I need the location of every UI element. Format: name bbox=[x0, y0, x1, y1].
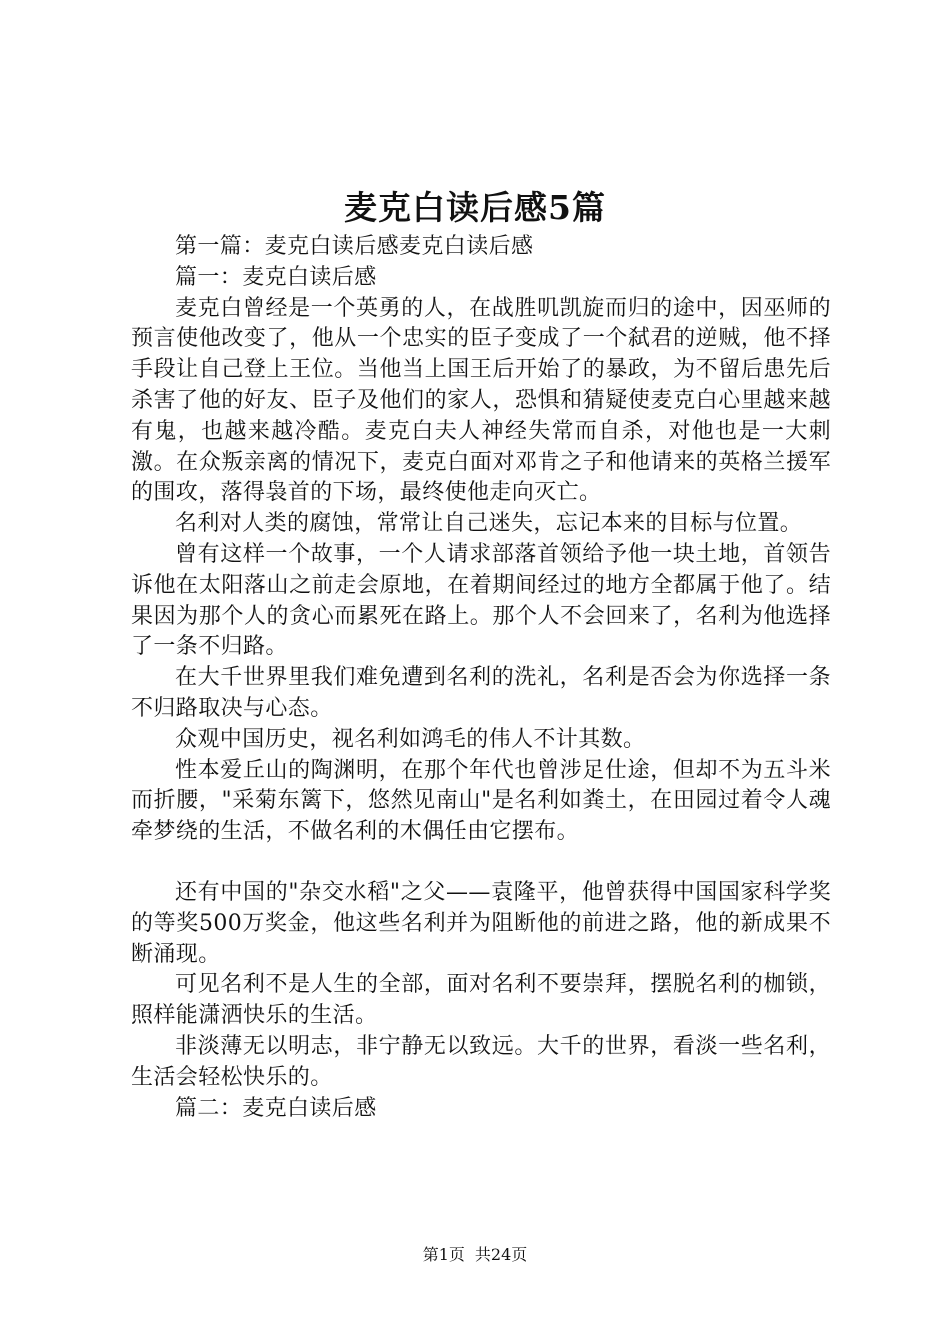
paragraph: 非淡薄无以明志，非宁静无以致远。大千的世界，看淡一些名利，生活会轻松快乐的。 bbox=[131, 1033, 831, 1090]
page-footer bbox=[0, 1244, 950, 1266]
paragraph: 还有中国的"杂交水稻"之父——袁隆平，他曾获得中国国家科学奖的等奖500万奖金，他这些名利并为阻断他的前进之路，他的新成果不断涌现。 bbox=[131, 879, 831, 967]
document-body bbox=[131, 232, 831, 1124]
paragraph: 性本爱丘山的陶渊明，在那个年代也曾涉足仕途，但却不为五斗米而折腰，"采菊东篱下，悠然见南山"是名利如粪土，在田园过着令人魂牵梦绕的生活，不做名利的木偶任由它摆布。 bbox=[131, 757, 831, 845]
paragraph: 篇一：麦克白读后感 bbox=[175, 264, 377, 290]
paragraph: 可见名利不是人生的全部，面对名利不要崇拜，摆脱名利的枷锁，照样能潇洒快乐的生活。 bbox=[131, 972, 831, 1029]
paragraph: 第一篇：麦克白读后感麦克白读后感 bbox=[175, 234, 534, 259]
paragraph: 麦克白曾经是一个英勇的人，在战胜叽凯旋而归的途中，因巫师的预言使他改变了，他从一个忠实的臣子变成了一个弑君的逆贼，他不择手段让自己登上王位。当他当上国王后开始了的暴政，为不留后患先后杀害了他的好友、臣子及他们的家人，恐惧和猜疑使麦克白心里越来越有鬼，也越来越冷酷。麦克白夫人神经失常而自杀，对他也是一大刺激。在众叛亲离的情况下，麦克白面对邓肯之子和他请来的英格兰援军的围攻，落得袅首的下场，最终使他走向灭亡。 bbox=[131, 295, 831, 506]
page-total: 共24页 bbox=[474, 1245, 528, 1264]
page-number: 第1页 bbox=[422, 1245, 465, 1264]
paragraph: 名利对人类的腐蚀，常常让自己迷失，忘记本来的目标与位置。 bbox=[175, 511, 803, 537]
paragraph: 曾有这样一个故事，一个人请求部落首领给予他一块土地，首领告诉他在太阳落山之前走会原地，在着期间经过的地方全都属于他了。结果因为那个人的贪心而累死在路上。那个人不会回来了，名利为他选择了一条不归路。 bbox=[131, 541, 831, 660]
paragraph: 篇二：麦克白读后感 bbox=[175, 1095, 377, 1121]
paragraph: 在大千世界里我们难免遭到名利的洗礼，名利是否会为你选择一条不归路取决与心态。 bbox=[131, 665, 831, 721]
paragraph: 众观中国历史，视名利如鸿毛的伟人不计其数。 bbox=[175, 726, 646, 752]
document-title: 麦克白读后感5篇 bbox=[344, 188, 606, 227]
